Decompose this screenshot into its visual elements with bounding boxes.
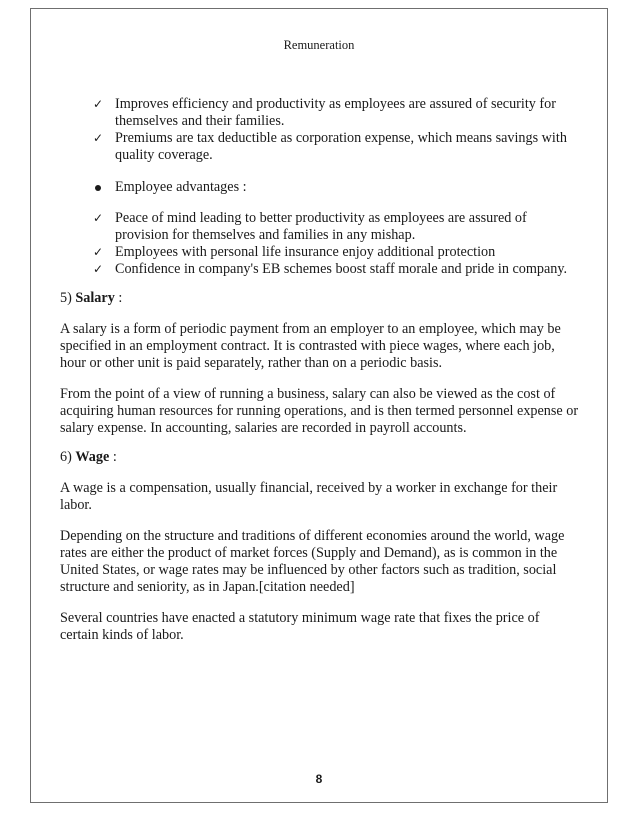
list-item bbox=[60, 130, 580, 164]
list-item bbox=[60, 210, 580, 244]
checkmark-icon: ✓ bbox=[93, 262, 104, 276]
page-header-title: Remuneration bbox=[283, 38, 355, 52]
list-item-text: Premiums are tax deductible as corporation expense, which means savings with quality coverage. bbox=[115, 130, 567, 163]
wage-paragraph: Several countries have enacted a statutory minimum wage rate that fixes the price of certain kinds of labor. bbox=[60, 610, 540, 643]
list-item-text: Peace of mind leading to better productivity as employees are assured of provision for themselves and families in any mishap. bbox=[115, 210, 527, 243]
section-number: 5) bbox=[60, 290, 76, 306]
wage-section-heading bbox=[60, 449, 580, 466]
employer-advantages-list bbox=[60, 96, 580, 164]
page-content bbox=[60, 96, 580, 644]
section-title: Wage bbox=[75, 449, 110, 465]
list-item bbox=[60, 261, 580, 278]
heading-text: Employee advantages : bbox=[115, 179, 247, 195]
section-number: 6) bbox=[60, 449, 76, 465]
section-title: Salary bbox=[75, 290, 115, 306]
list-item-text: Confidence in company's EB schemes boost staff morale and pride in company. bbox=[115, 261, 568, 277]
list-item bbox=[60, 244, 580, 261]
bullet-dot-icon bbox=[95, 185, 101, 191]
wage-paragraph: A wage is a compensation, usually financial, received by a worker in exchange for their labor. bbox=[60, 480, 558, 513]
wage-paragraph: Depending on the structure and traditions of different economies around the world, wage rates are either the product of market forces (Supply and Demand), as is common in the United States, or wage rates may be influenced by other factors such as tradition, social structure and seniority, as in Japan.[citation needed] bbox=[60, 528, 565, 595]
salary-paragraph: From the point of a view of running a business, salary can also be viewed as the cost of acquiring human resources for running operations, and is then termed personnel expense or salary expense. In accounting, salaries are recorded in payroll accounts. bbox=[60, 386, 579, 436]
section-suffix: : bbox=[109, 449, 117, 465]
employee-advantages-heading bbox=[60, 179, 580, 196]
list-item-text: Employees with personal life insurance enjoy additional protection bbox=[115, 244, 496, 260]
section-suffix: : bbox=[114, 290, 123, 306]
salary-paragraph: A salary is a form of periodic payment from an employer to an employee, which may be specified in an employment contract. It is contrasted with piece wages, where each job, hour or other unit is paid separately, rather than on a periodic basis. bbox=[60, 321, 561, 371]
checkmark-icon: ✓ bbox=[93, 211, 104, 225]
list-item-text: Improves efficiency and productivity as employees are assured of security for themselves and their families. bbox=[115, 96, 556, 129]
page-number: 8 bbox=[315, 772, 323, 786]
checkmark-icon: ✓ bbox=[93, 97, 104, 111]
salary-section-heading bbox=[60, 290, 580, 307]
list-item bbox=[60, 96, 580, 130]
checkmark-icon: ✓ bbox=[93, 245, 104, 259]
checkmark-icon: ✓ bbox=[93, 131, 104, 145]
employee-advantages-list bbox=[60, 210, 580, 278]
